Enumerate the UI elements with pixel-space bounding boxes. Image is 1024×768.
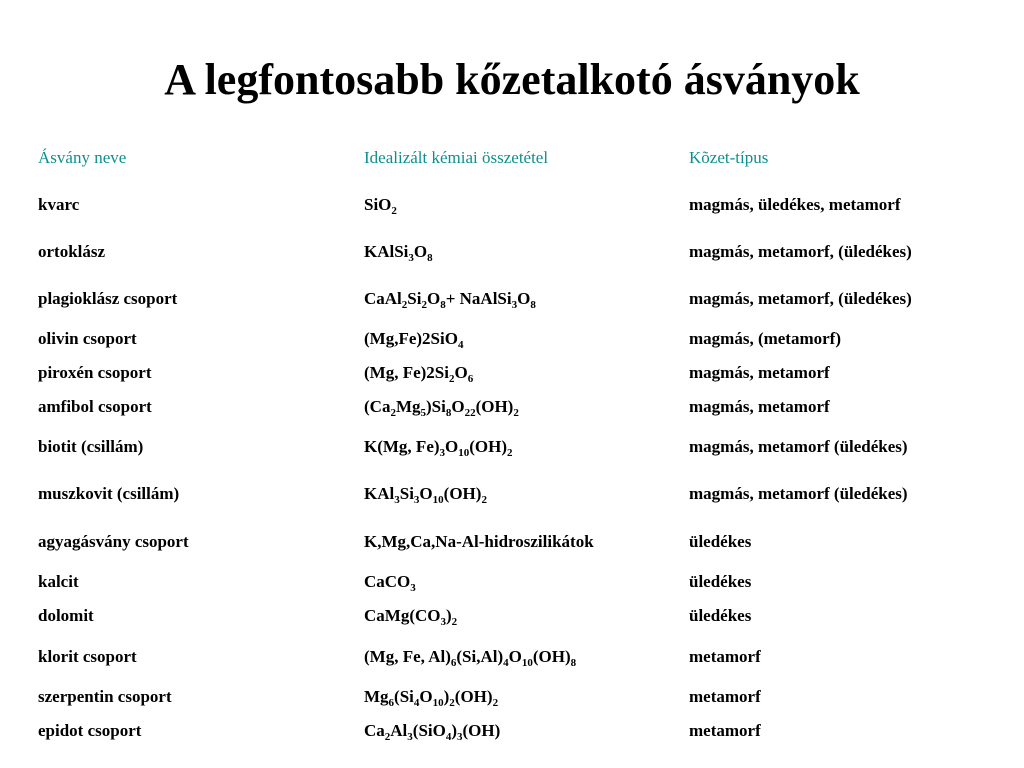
table-row xyxy=(0,395,1024,419)
table-row xyxy=(0,482,1024,506)
mineral-name: plagioklász csoport xyxy=(38,289,178,308)
mineral-name: olivin csoport xyxy=(38,329,137,348)
mineral-name: muszkovit (csillám) xyxy=(38,484,180,503)
rock-type: magmás, (metamorf) xyxy=(689,329,841,348)
formula-subscript: 3 xyxy=(511,299,518,311)
formula-subscript: 4 xyxy=(445,731,452,743)
table-row xyxy=(0,719,1024,743)
page-title: A legfontosabb kőzetalkotó ásványok xyxy=(164,55,860,104)
mineral-name: amfibol csoport xyxy=(38,397,152,416)
formula-subscript: 4 xyxy=(503,657,509,669)
mineral-name: ortoklász xyxy=(38,242,106,261)
formula-subscript: 2 xyxy=(492,697,499,709)
rock-type: magmás, metamorf, (üledékes) xyxy=(689,242,912,261)
formula-subscript: 3 xyxy=(408,252,414,264)
table-row xyxy=(0,327,1024,351)
rock-type: metamorf xyxy=(689,721,761,740)
formula-subscript: 2 xyxy=(384,731,391,743)
header-chemical-formula: Idealizált kémiai összetétel xyxy=(364,148,549,167)
formula-subscript: 3 xyxy=(439,447,446,459)
chemical-formula: $Mg_6(Si_4O_{10})_2(OH)_2$ xyxy=(364,687,499,709)
formula-subscript: 3 xyxy=(410,582,416,594)
formula-subscript: 2 xyxy=(448,373,455,385)
formula-subscript: 8 xyxy=(427,252,433,264)
rock-type: üledékes xyxy=(689,572,752,591)
formula-subscript: 6 xyxy=(467,373,474,385)
chemical-formula: K,Mg,Ca,Na-Al-hidroszilikátok xyxy=(364,532,594,551)
formula-subscript: 10 xyxy=(521,657,533,669)
table-row xyxy=(0,193,1024,217)
formula-subscript: 3 xyxy=(394,494,400,506)
mineral-name: kvarc xyxy=(38,195,80,214)
chemical-formula: K(Mg, $Fe)_3O_{10}(OH)_2$ xyxy=(364,437,513,459)
formula-subscript: 10 xyxy=(432,697,444,709)
mineral-name: szerpentin csoport xyxy=(38,687,172,706)
chemical-formula: $(Ca_2Mg_5)Si_8O_{22}(OH)_2$ xyxy=(364,397,519,419)
rock-type: magmás, üledékes, metamorf xyxy=(689,195,901,214)
formula-subscript: 22 xyxy=(464,407,476,419)
formula-subscript: 2 xyxy=(481,494,487,506)
chemical-formula: $KAl_3Si_3O_{10}(OH)_2$ xyxy=(364,484,487,506)
formula-subscript: 6 xyxy=(450,657,457,669)
chemical-formula: $CaAl_2Si_2O_8+$ $NaAlSi_3O_8$ xyxy=(364,289,536,311)
formula-subscript: 5 xyxy=(420,407,426,419)
formula-subscript: 10 xyxy=(432,494,444,506)
chemical-formula: (Mg, $Fe)2Si_2O_6$ xyxy=(364,363,474,385)
formula-subscript: 10 xyxy=(458,447,470,459)
formula-subscript: 2 xyxy=(451,616,458,628)
table-row xyxy=(0,361,1024,385)
mineral-name: piroxén csoport xyxy=(38,363,152,382)
formula-subscript: 3 xyxy=(457,731,463,743)
formula-subscript: 2 xyxy=(390,407,396,419)
rock-type: magmás, metamorf (üledékes) xyxy=(689,484,908,503)
chemical-formula: $CaMg(CO_3)_2$ xyxy=(364,606,458,628)
table-row xyxy=(0,604,1024,628)
formula-subscript: 2 xyxy=(507,447,513,459)
formula-subscript: 8 xyxy=(530,299,536,311)
rock-type: magmás, metamorf xyxy=(689,363,830,382)
table-row xyxy=(0,645,1024,669)
formula-subscript: 4 xyxy=(413,697,420,709)
chemical-formula: CaCO$_3$ xyxy=(364,572,416,594)
chemical-formula: SiO$_2$ xyxy=(364,195,397,217)
table-header xyxy=(0,146,1024,170)
table-row xyxy=(0,685,1024,709)
formula-subscript: 3 xyxy=(413,494,420,506)
rock-type: üledékes xyxy=(689,532,752,551)
chemical-formula: (Mg,Fe)2SiO$_4$ xyxy=(364,329,464,351)
rock-type: üledékes xyxy=(689,606,752,625)
table-row xyxy=(0,240,1024,264)
formula-subscript: 4 xyxy=(457,339,464,351)
formula-subscript: 2 xyxy=(421,299,427,311)
rock-type: metamorf xyxy=(689,687,761,706)
mineral-name: epidot csoport xyxy=(38,721,142,740)
mineral-name: klorit csoport xyxy=(38,647,137,666)
formula-subscript: 3 xyxy=(440,616,446,628)
formula-subscript: 2 xyxy=(513,407,519,419)
header-mineral-name: Ásvány neve xyxy=(38,148,127,167)
header-rock-type: Kõzet-típus xyxy=(689,148,769,167)
rock-type: metamorf xyxy=(689,647,761,666)
formula-subscript: 6 xyxy=(388,697,395,709)
formula-subscript: 8 xyxy=(445,407,452,419)
mineral-name: kalcit xyxy=(38,572,79,591)
rock-type: magmás, metamorf (üledékes) xyxy=(689,437,908,456)
table-row xyxy=(0,530,1024,554)
chemical-formula: $KAlSi_3O_8$ xyxy=(364,242,433,264)
formula-subscript: 8 xyxy=(440,299,446,311)
mineral-name: biotit (csillám) xyxy=(38,437,144,456)
formula-subscript: 8 xyxy=(570,657,577,669)
formula-subscript: 3 xyxy=(407,731,413,743)
formula-subscript: 2 xyxy=(449,697,455,709)
table-row xyxy=(0,435,1024,459)
table-row xyxy=(0,287,1024,311)
chemical-formula: $Ca_2Al_3(SiO_4)_3(OH)$ xyxy=(364,721,501,743)
table-row xyxy=(0,570,1024,594)
mineral-name: agyagásvány csoport xyxy=(38,532,189,551)
formula-subscript: 2 xyxy=(391,205,397,217)
rock-type: magmás, metamorf xyxy=(689,397,830,416)
chemical-formula: (Mg, Fe, $Al)_6(Si,Al)_4O_{10}(OH)_8$ xyxy=(364,647,577,669)
rock-type: magmás, metamorf, (üledékes) xyxy=(689,289,912,308)
mineral-name: dolomit xyxy=(38,606,94,625)
formula-subscript: 2 xyxy=(401,299,408,311)
